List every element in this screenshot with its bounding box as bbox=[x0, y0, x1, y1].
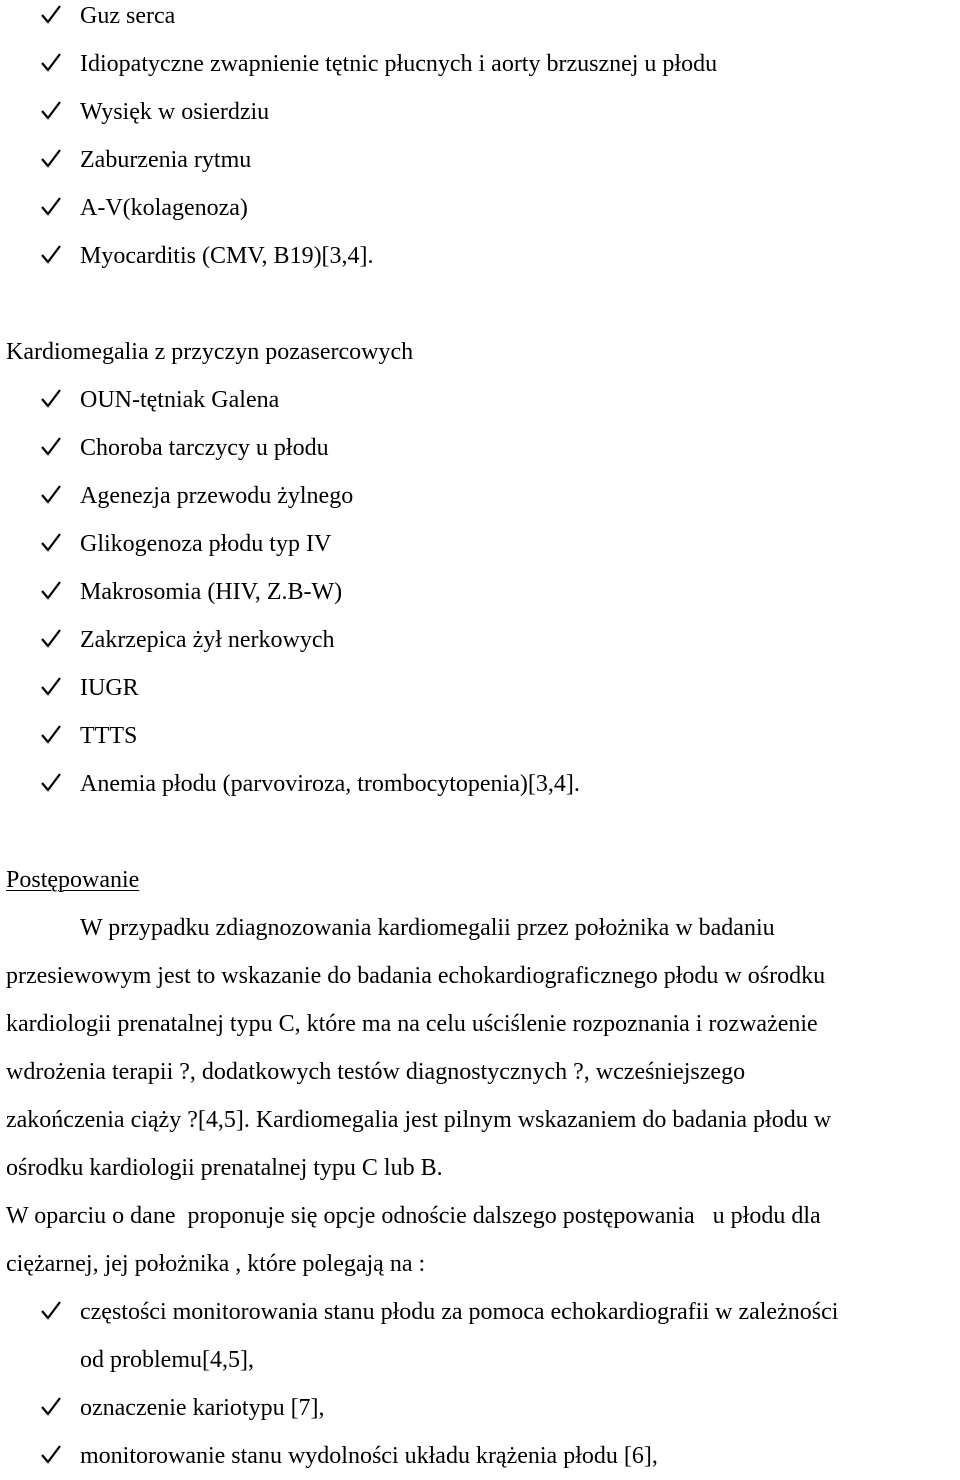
check-icon bbox=[40, 472, 64, 520]
list-item bbox=[0, 520, 960, 568]
check-icon bbox=[40, 520, 64, 568]
check-icon bbox=[40, 616, 64, 664]
check-icon bbox=[40, 1432, 64, 1480]
list-item-text: częstości monitorowania stanu płodu za pomoca echokardiografii w zależności bbox=[80, 1299, 839, 1325]
list-item-text: Idiopatyczne zwapnienie tętnic płucnych i aorty brzusznej u płodu bbox=[80, 51, 718, 77]
check-icon bbox=[40, 0, 64, 40]
list-item-continuation bbox=[0, 1336, 960, 1384]
paragraph-line: zakończenia ciąży ?[4,5]. Kardiomegalia jest pilnym wskazaniem do badania płodu w bbox=[6, 1107, 832, 1133]
list-item bbox=[0, 424, 960, 472]
list-item-text: Glikogenoza płodu typ IV bbox=[80, 531, 332, 557]
list-item-text: Wysięk w osierdziu bbox=[80, 99, 270, 125]
list-item bbox=[0, 664, 960, 712]
list-item-text: Zakrzepica żył nerkowych bbox=[80, 627, 335, 653]
list-item-text: od problemu[4,5], bbox=[80, 1347, 254, 1373]
check-icon bbox=[40, 760, 64, 808]
check-icon bbox=[40, 40, 64, 88]
list-item bbox=[0, 1432, 960, 1480]
check-icon bbox=[40, 1288, 64, 1336]
section-title: Postępowanie bbox=[6, 867, 140, 893]
check-icon bbox=[40, 184, 64, 232]
check-icon bbox=[40, 424, 64, 472]
paragraph-line: wdrożenia terapii ?, dodatkowych testów diagnostycznych ?, wcześniejszego bbox=[6, 1059, 746, 1085]
list-item-text: Makrosomia (HIV, Z.B-W) bbox=[80, 579, 343, 605]
list-item-text: monitorowanie stanu wydolności układu krążenia płodu [6], bbox=[80, 1443, 658, 1469]
paragraph-line: ośrodku kardiologii prenatalnej typu C lub B. bbox=[6, 1155, 443, 1181]
list-item-text: Guz serca bbox=[80, 3, 176, 29]
list-item-text: Choroba tarczycy u płodu bbox=[80, 435, 329, 461]
check-icon bbox=[40, 232, 64, 280]
check-icon bbox=[40, 376, 64, 424]
paragraph-line: W oparciu o dane proponuje się opcje odnoście dalszego postępowania u płodu dla bbox=[6, 1203, 821, 1229]
list-item bbox=[0, 568, 960, 616]
list-item bbox=[0, 1384, 960, 1432]
list-item-text: Myocarditis (CMV, B19)[3,4]. bbox=[80, 243, 374, 269]
list-item bbox=[0, 712, 960, 760]
list-item bbox=[0, 472, 960, 520]
list-item bbox=[0, 376, 960, 424]
list-item bbox=[0, 136, 960, 184]
list-item-text: OUN-tętniak Galena bbox=[80, 387, 280, 413]
list-item bbox=[0, 760, 960, 808]
list-item-text: IUGR bbox=[80, 675, 139, 701]
paragraph-line: ciężarnej, jej położnika , które polegają na : bbox=[6, 1251, 426, 1277]
list-item bbox=[0, 40, 960, 88]
list-item-text: Zaburzenia rytmu bbox=[80, 147, 252, 173]
paragraph-line: przesiewowym jest to wskazanie do badania echokardiograficznego płodu w ośrodku bbox=[6, 963, 826, 989]
check-icon bbox=[40, 664, 64, 712]
check-icon bbox=[40, 88, 64, 136]
list-item-text: oznaczenie kariotypu [7], bbox=[80, 1395, 325, 1421]
list-item bbox=[0, 184, 960, 232]
list-item bbox=[0, 232, 960, 280]
check-icon bbox=[40, 568, 64, 616]
paragraph-line: W przypadku zdiagnozowania kardiomegalii przez położnika w badaniu bbox=[80, 915, 775, 941]
check-icon bbox=[40, 1384, 64, 1432]
list-item bbox=[0, 616, 960, 664]
list-item-text: Anemia płodu (parvoviroza, trombocytopenia)[3,4]. bbox=[80, 771, 580, 797]
list-item-text: Agenezja przewodu żylnego bbox=[80, 483, 354, 509]
check-icon bbox=[40, 712, 64, 760]
section-heading: Kardiomegalia z przyczyn pozasercowych bbox=[6, 339, 414, 365]
check-icon bbox=[40, 136, 64, 184]
list-item bbox=[0, 88, 960, 136]
list-item bbox=[0, 1288, 960, 1336]
list-item bbox=[0, 0, 960, 40]
list-item-text: A-V(kolagenoza) bbox=[80, 195, 248, 221]
paragraph-line: kardiologii prenatalnej typu C, które ma na celu uściślenie rozpoznania i rozważenie bbox=[6, 1011, 818, 1037]
list-item-text: TTTS bbox=[80, 723, 138, 749]
